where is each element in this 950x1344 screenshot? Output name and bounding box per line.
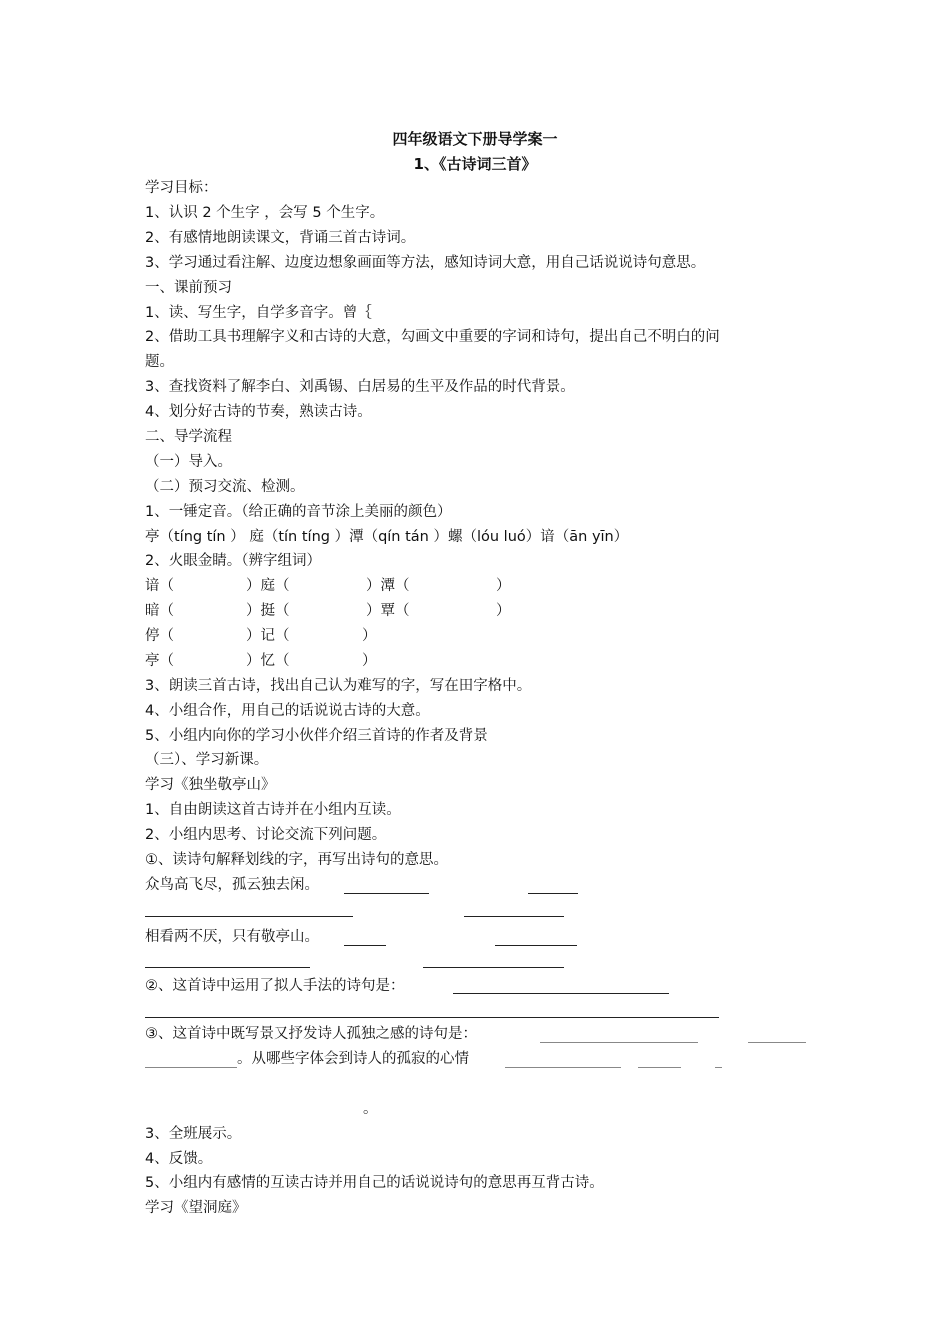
answer-blank[interactable] <box>748 1042 806 1043</box>
answer-blank[interactable] <box>715 1067 722 1068</box>
document-subtitle: 1、《古诗词三首》 <box>413 155 537 173</box>
grid-cell: ）忆（ <box>246 653 290 669</box>
answer-blank[interactable] <box>145 916 353 917</box>
text-line: 2、借助工具书理解字义和古诗的大意，勾画文中重要的字词和诗句，提出自己不明白的问 <box>145 329 720 345</box>
text-line: （二）预习交流、检测。 <box>145 479 305 495</box>
text-line: 5、小组内有感情的互读古诗并用自己的话说说诗句的意思再互背古诗。 <box>145 1175 604 1191</box>
grid-cell: 停（ <box>145 628 174 644</box>
answer-blank[interactable] <box>638 1067 681 1068</box>
text-line: 4、反馈。 <box>145 1151 213 1167</box>
period-mark: 。 <box>363 1101 378 1117</box>
text-line: 1、读、写生字，自学多音字。曾｛ <box>145 305 372 321</box>
answer-blank[interactable] <box>344 893 429 894</box>
text-line: 4、小组合作，用自己的话说说古诗的大意。 <box>145 703 430 719</box>
question-line: 。从哪些字体会到诗人的孤寂的心情 <box>237 1051 469 1067</box>
answer-blank[interactable] <box>495 945 577 946</box>
answer-blank[interactable] <box>505 1067 621 1068</box>
text-line: 4、划分好古诗的节奏，熟读古诗。 <box>145 404 372 420</box>
grid-cell: ）庭（ <box>246 578 290 594</box>
question-line: ②、这首诗中运用了拟人手法的诗句是： <box>145 978 405 994</box>
text-line: ①、读诗句解释划线的字，再写出诗句的意思。 <box>145 852 448 868</box>
text-line: 3、学习通过看注解、边度边想象画面等方法，感知诗词大意，用自己话说说诗句意思。 <box>145 255 706 271</box>
text-line: 3、全班展示。 <box>145 1126 242 1142</box>
grid-cell: ）记（ <box>246 628 290 644</box>
answer-blank[interactable] <box>145 967 310 968</box>
grid-cell: 谙（ <box>145 578 174 594</box>
text-line: 学习《望洞庭》 <box>145 1200 247 1216</box>
text-line: 1、一锤定音。（给正确的音节涂上美丽的颜色） <box>145 504 452 520</box>
text-line: （一）导入。 <box>145 454 232 470</box>
grid-cell: ） <box>362 628 377 644</box>
question-line: ③、这首诗中既写景又抒发诗人孤独之感的诗句是： <box>145 1026 477 1042</box>
text-line: 1、自由朗读这首古诗并在小组内互读。 <box>145 802 401 818</box>
grid-cell: ） <box>496 578 511 594</box>
section-heading: 一、课前预习 <box>145 280 232 296</box>
grid-cell: 暗（ <box>145 603 174 619</box>
answer-blank[interactable] <box>540 1042 698 1043</box>
answer-blank[interactable] <box>453 993 669 994</box>
document-title: 四年级语文下册导学案一 <box>392 130 558 148</box>
text-line: 学习目标： <box>145 180 218 196</box>
poem-line: 众鸟高飞尽，孤云独去闲。 <box>145 877 319 893</box>
grid-cell: ） <box>362 653 377 669</box>
section-heading: 二、导学流程 <box>145 429 232 445</box>
poem-line: 相看两不厌，只有敬亭山。 <box>145 929 319 945</box>
answer-blank[interactable] <box>145 1017 719 1018</box>
text-line: 2、有感情地朗读课文，背诵三首古诗词。 <box>145 230 416 246</box>
grid-cell: ）挺（ <box>246 603 290 619</box>
text-line: 3、查找资料了解李白、刘禹锡、白居易的生平及作品的时代背景。 <box>145 379 575 395</box>
text-line: 1、认识 2 个生字 ，会写 5 个生字。 <box>145 205 385 221</box>
answer-blank[interactable] <box>344 945 386 946</box>
text-line: 2、小组内思考、讨论交流下列问题。 <box>145 827 387 843</box>
grid-cell: ） <box>496 603 511 619</box>
text-line: 题。 <box>145 354 174 370</box>
grid-cell: ）潭（ <box>366 578 410 594</box>
answer-blank[interactable] <box>423 967 564 968</box>
pinyin-line: 亭（tíng tín ） 庭（tín tíng ）潭（qín tán ）螺（lóu luó）谙（ān yīn） <box>145 529 629 545</box>
text-line: 学习《独坐敬亭山》 <box>145 777 276 793</box>
answer-blank[interactable] <box>464 916 564 917</box>
grid-cell: ）覃（ <box>366 603 410 619</box>
text-line: 5、小组内向你的学习小伙伴介绍三首诗的作者及背景 <box>145 728 488 744</box>
answer-blank[interactable] <box>528 893 578 894</box>
answer-blank[interactable] <box>145 1067 237 1068</box>
grid-cell: 亭（ <box>145 653 174 669</box>
text-line: 2、火眼金睛。（辨字组词） <box>145 553 321 569</box>
section-heading: （三）、学习新课。 <box>145 752 269 768</box>
text-line: 3、朗读三首古诗，找出自己认为难写的字，写在田字格中。 <box>145 678 532 694</box>
